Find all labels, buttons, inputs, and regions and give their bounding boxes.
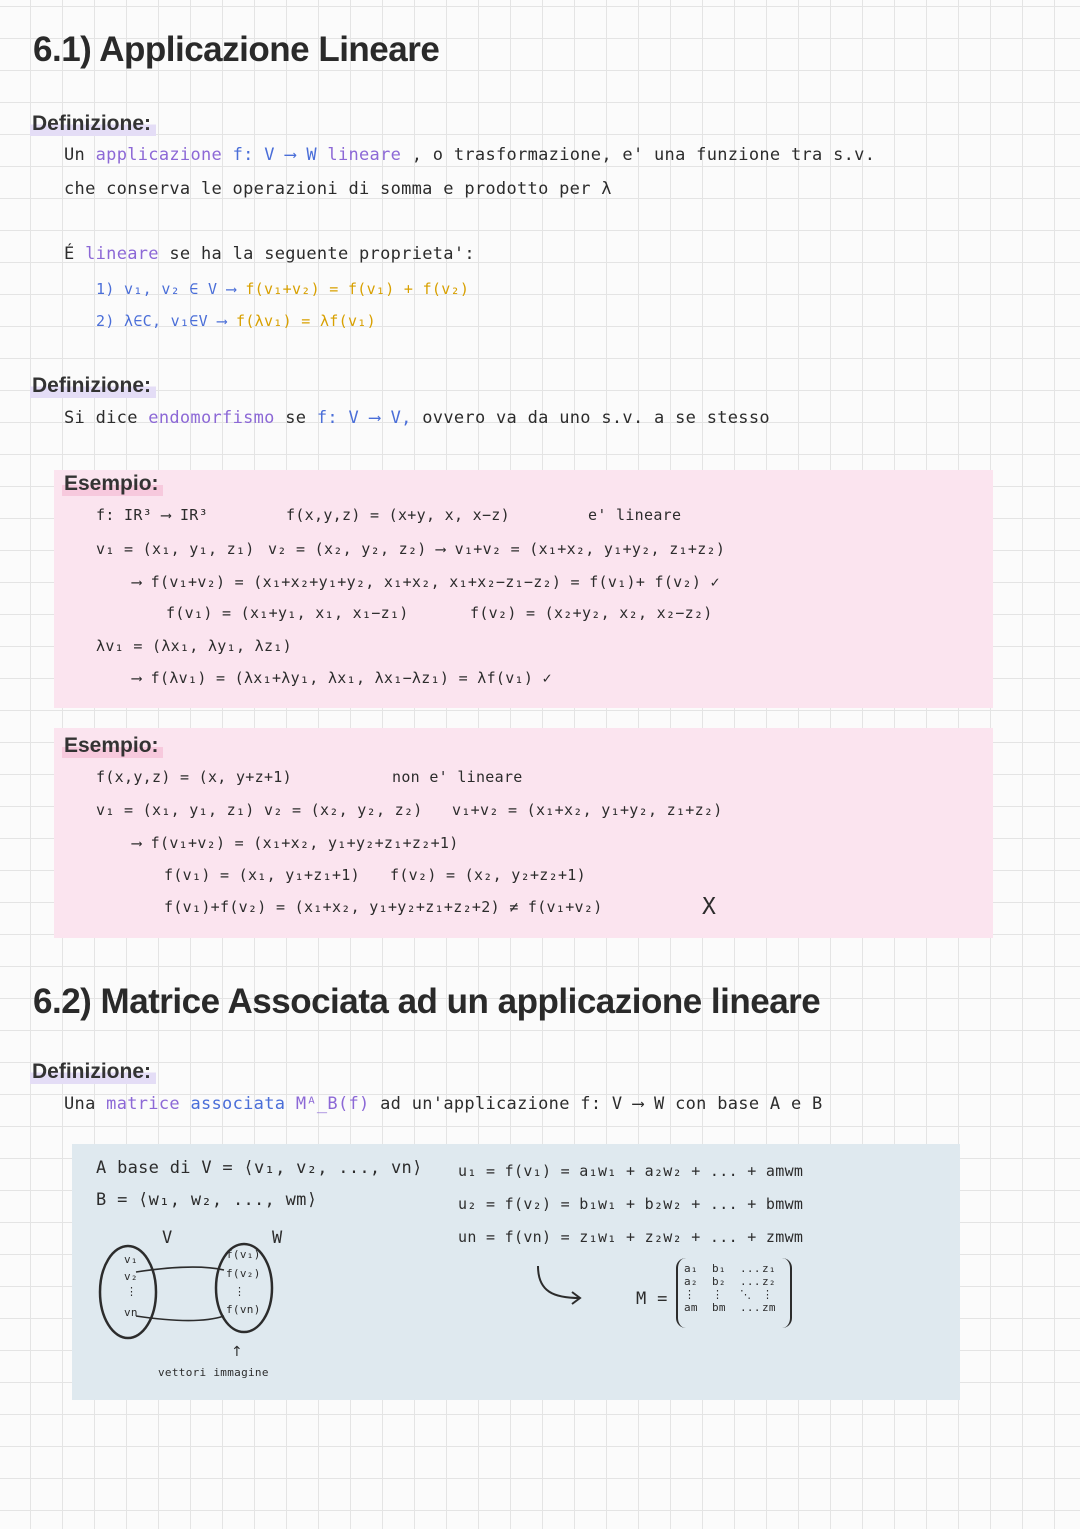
example-2-v2: v₂ = (x₂, y₂, z₂): [264, 801, 423, 819]
example-1-verdict: e' lineare: [588, 506, 682, 524]
mapping-arrows: [136, 1267, 224, 1320]
term-lineare: lineare: [327, 145, 402, 165]
matrix-name: M =: [636, 1289, 668, 1309]
property-2-eq: f(λv₁) = λf(v₁): [235, 312, 376, 330]
not-linear-mark: X: [702, 894, 717, 920]
domain-element: ⋮: [126, 1285, 138, 1298]
matrix-cell: a₂: [684, 1275, 698, 1288]
text: ad un'applicazione f: V ⟶ W con base A e B: [380, 1094, 823, 1114]
codomain-element: f(vn): [226, 1303, 261, 1316]
matrix-cell: ⋮: [762, 1288, 774, 1301]
matrix-cell: am: [684, 1301, 698, 1314]
image-vectors-caption: vettori immagine: [158, 1366, 269, 1379]
example-2-function: f(x,y,z) = (x, y+z+1): [96, 768, 292, 786]
image-equation-1: u₁ = f(v₁) = a₁w₁ + a₂w₂ + ... + amwm: [458, 1162, 804, 1180]
matrix-cell: ...: [740, 1301, 761, 1314]
example-2-v1: v₁ = (x₁, y₁, z₁): [96, 801, 255, 819]
term-associata: associata: [190, 1094, 286, 1114]
up-arrow-icon: ↑: [231, 1344, 243, 1360]
term-endomorfismo: endomorfismo: [148, 408, 275, 428]
example-1-function: f(x,y,z) = (x+y, x, x−z): [286, 506, 510, 524]
example-2-verdict: non e' lineare: [392, 768, 523, 786]
term-lineare: lineare: [85, 244, 159, 264]
example-label: Esempio:: [62, 734, 163, 758]
linearity-condition: [64, 244, 475, 264]
text: , o trasformazione, e' una funzione tra s.v.: [411, 145, 876, 165]
matrix-cell: b₂: [712, 1275, 726, 1288]
matrix-grid: [684, 1262, 782, 1314]
definition-line-2: che conserva le operazioni di somma e prodotto per λ: [64, 179, 612, 199]
text: se ha la seguente proprieta':: [169, 244, 475, 264]
example-2-fv1: f(v₁) = (x₁, y₁+z₁+1): [164, 866, 360, 884]
curved-arrow-icon: [534, 1262, 594, 1306]
definition-line-1: [64, 145, 875, 165]
matrix-cell: ⋮: [712, 1288, 724, 1301]
base-a: A base di V = ⟨v₁, v₂, ..., vn⟩: [96, 1158, 423, 1178]
domain-element: v₂: [124, 1270, 138, 1283]
matrix-symbol: Mᴬ_B(f): [295, 1094, 370, 1114]
matrix-cell: ...: [740, 1275, 761, 1288]
matrix-cell: bm: [712, 1301, 726, 1314]
codomain-element: ⋮: [234, 1285, 246, 1298]
text: ovvero va da uno s.v. a se stesso: [422, 408, 770, 428]
text: Un: [64, 145, 86, 165]
text: se: [285, 408, 307, 428]
matrix-cell: a₁: [684, 1262, 698, 1275]
matrix-definition: [64, 1094, 823, 1114]
image-equation-n: un = f(vn) = z₁w₁ + z₂w₂ + ... + zmwm: [458, 1228, 804, 1246]
property-2: [96, 312, 376, 330]
text: Una: [64, 1094, 96, 1114]
codomain-element: f(v₁): [226, 1248, 261, 1261]
text: É: [64, 244, 75, 264]
codomain-label: W: [272, 1228, 283, 1248]
endomorphism-definition: [64, 408, 770, 428]
section-2-title: 6.2) Matrice Associata ad un applicazione lineare: [33, 982, 821, 1021]
matrix-cell: z₂: [762, 1275, 776, 1288]
domain-element: v₁: [124, 1253, 138, 1266]
matrix-cell: zm: [762, 1301, 776, 1314]
codomain-element: f(v₂): [226, 1267, 261, 1280]
definition-label: Definizione:: [30, 1060, 156, 1084]
property-2-hyp: 2) λ∈C, v₁∈V ⟶: [96, 312, 227, 330]
matrix-cell: ...: [740, 1262, 761, 1275]
example-1-fv2: f(v₂) = (x₂+y₂, x₂, x₂−z₂): [470, 604, 713, 622]
property-1: [96, 280, 469, 298]
base-b: B = ⟨w₁, w₂, ..., wm⟩: [96, 1190, 318, 1210]
example-2-sum-image: ⟶ f(v₁+v₂) = (x₁+x₂, y₁+y₂+z₁+z₂+1): [132, 834, 459, 852]
example-2-sum: v₁+v₂ = (x₁+x₂, y₁+y₂, z₁+z₂): [452, 801, 723, 819]
domain-element: vn: [124, 1306, 138, 1319]
example-1-v1: v₁ = (x₁, y₁, z₁): [96, 540, 255, 558]
term-matrice: matrice: [106, 1094, 180, 1114]
matrix-cell: b₁: [712, 1262, 726, 1275]
example-1-sum-image: ⟶ f(v₁+v₂) = (x₁+x₂+y₁+y₂, x₁+x₂, x₁+x₂−z₁−z₂) = f(v₁)+ f(v₂) ✓: [132, 573, 720, 591]
domain-label: V: [162, 1228, 173, 1248]
section-1-title: 6.1) Applicazione Lineare: [33, 30, 440, 69]
term-applicazione: applicazione: [95, 145, 223, 165]
example-1-map: f: IR³ ⟶ IR³: [96, 506, 208, 524]
map-notation: f: V ⟶ W: [232, 145, 317, 165]
example-label: Esempio:: [62, 472, 163, 496]
image-equation-2: u₂ = f(v₂) = b₁w₁ + b₂w₂ + ... + bmwm: [458, 1195, 804, 1213]
text: Si dice: [64, 408, 138, 428]
matrix-cell: ⋱: [740, 1288, 752, 1301]
example-1-scaled-image: ⟶ f(λv₁) = (λx₁+λy₁, λx₁, λx₁−λz₁) = λf(v₁) ✓: [132, 669, 552, 687]
property-1-eq: f(v₁+v₂) = f(v₁) + f(v₂): [245, 280, 470, 298]
map-notation: f: V ⟶ V,: [316, 408, 412, 428]
example-1-scaled: λv₁ = (λx₁, λy₁, λz₁): [96, 637, 292, 655]
example-1-v2-sum: v₂ = (x₂, y₂, z₂) ⟶ v₁+v₂ = (x₁+x₂, y₁+y₂, z₁+z₂): [268, 540, 726, 558]
property-1-hyp: 1) v₁, v₂ ∈ V ⟶: [96, 280, 236, 298]
matrix-cell: z₁: [762, 1262, 776, 1275]
example-2-fv2: f(v₂) = (x₂, y₂+z₂+1): [390, 866, 586, 884]
example-2-sum-of-images: f(v₁)+f(v₂) = (x₁+x₂, y₁+y₂+z₁+z₂+2) ≠ f(v₁+v₂): [164, 898, 603, 916]
matrix-cell: ⋮: [684, 1288, 696, 1301]
example-1-fv1: f(v₁) = (x₁+y₁, x₁, x₁−z₁): [166, 604, 409, 622]
definition-label: Definizione:: [30, 374, 156, 398]
definition-label: Definizione:: [30, 112, 156, 136]
